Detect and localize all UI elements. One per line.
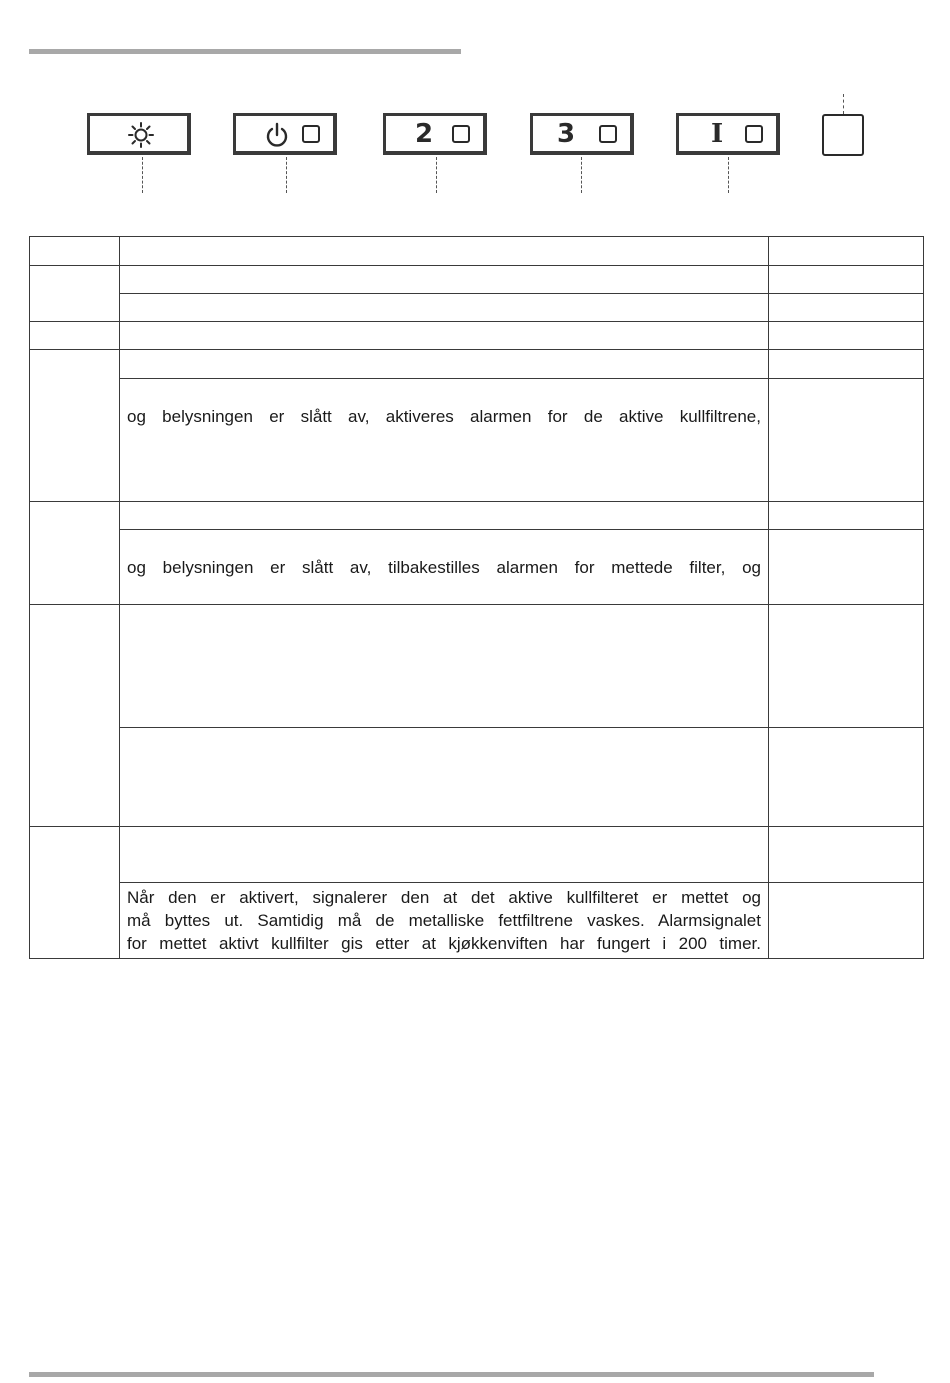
led-description-line: Når den er aktivert, signalerer den at det aktive kullfilteret er mettet og [127, 888, 761, 907]
speed-2-button[interactable] [383, 113, 487, 155]
speed-2-indicator-icon [452, 125, 470, 143]
leader-line [843, 94, 844, 114]
table-cell [30, 502, 120, 605]
power-indicator-icon [302, 125, 320, 143]
table-cell [120, 605, 769, 728]
table-cell [769, 530, 924, 605]
table-row [30, 883, 924, 959]
table-row [30, 266, 924, 294]
table-row [30, 728, 924, 827]
table-cell [120, 502, 769, 530]
light-button[interactable] [87, 113, 191, 155]
leader-line [286, 157, 287, 193]
table-row [30, 294, 924, 322]
table-cell [30, 266, 120, 322]
leader-line [581, 157, 582, 193]
table-row [30, 502, 924, 530]
leader-line [728, 157, 729, 193]
leader-line [142, 157, 143, 193]
table-row [30, 322, 924, 350]
alarm-reset-text: og belysningen er slått av, tilbakestilles alarmen for mettede filter, og [127, 557, 761, 577]
leader-line [436, 157, 437, 193]
function-table [29, 236, 924, 959]
table-cell [769, 350, 924, 379]
table-row [30, 605, 924, 728]
sun-icon [128, 122, 154, 148]
control-panel-diagram [0, 0, 950, 200]
table-cell [120, 322, 769, 350]
table-cell [769, 728, 924, 827]
table-row [30, 827, 924, 883]
table-cell [769, 502, 924, 530]
led-description-line: må byttes ut. Samtidig må de metalliske fettfiltrene vaskes. Alarmsignalet [127, 911, 761, 930]
led-indicator-icon [822, 114, 864, 156]
table-row [30, 237, 924, 266]
speed-2-label: 2 [415, 119, 434, 149]
table-cell [120, 237, 769, 266]
table-cell [120, 350, 769, 379]
speed-3-indicator-icon [599, 125, 617, 143]
table-cell [769, 322, 924, 350]
table-cell [769, 294, 924, 322]
table-cell [30, 827, 120, 959]
table-cell [769, 237, 924, 266]
table-row [30, 530, 924, 605]
table-cell [120, 530, 769, 605]
power-button[interactable] [233, 113, 337, 155]
table-cell [120, 266, 769, 294]
table-cell [30, 605, 120, 827]
footer-rule [29, 1372, 874, 1377]
table-row [30, 350, 924, 379]
intensive-label: I [711, 119, 724, 149]
table-cell [120, 728, 769, 827]
intensive-indicator-icon [745, 125, 763, 143]
table-cell [769, 266, 924, 294]
table-row [30, 379, 924, 502]
table-cell [769, 827, 924, 883]
table-cell [769, 605, 924, 728]
intensive-button[interactable] [676, 113, 780, 155]
speed-3-label: 3 [557, 119, 576, 149]
table-cell [120, 827, 769, 883]
table-cell [769, 379, 924, 502]
table-cell [769, 883, 924, 959]
alarm-activate-text: og belysningen er slått av, aktiveres alarmen for de aktive kullfiltrene, [127, 407, 761, 426]
led-description-line: for mettet aktivt kullfilter gis etter at kjøkkenviften har fungert i 200 timer. [127, 934, 761, 953]
table-cell [120, 883, 769, 959]
speed-3-button[interactable] [530, 113, 634, 155]
table-cell [30, 322, 120, 350]
table-cell [120, 294, 769, 322]
table-cell [30, 237, 120, 266]
table-cell [120, 379, 769, 502]
power-icon [264, 122, 290, 148]
table-cell [30, 350, 120, 502]
